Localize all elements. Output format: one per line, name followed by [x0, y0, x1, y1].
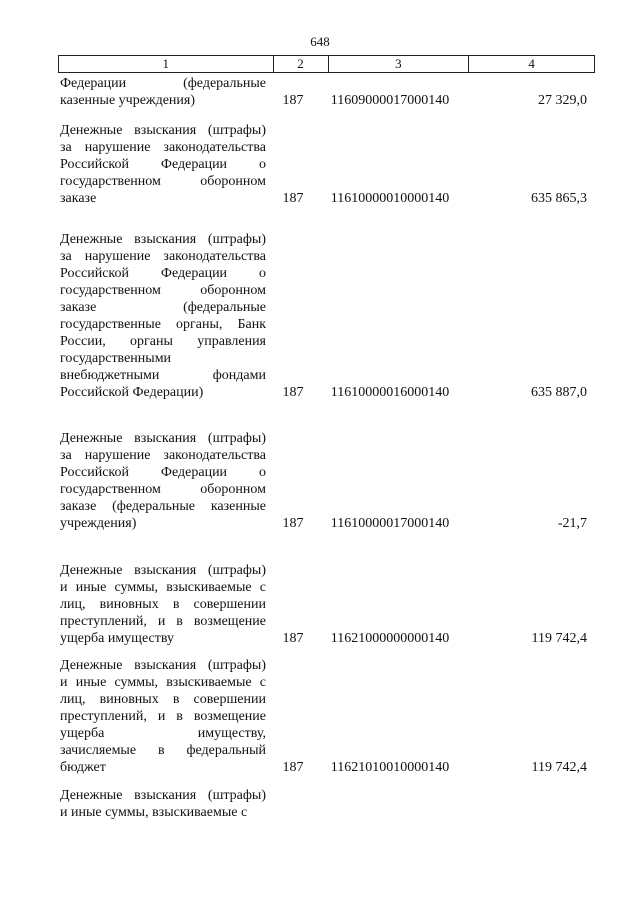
description-line: Денежные взыскания (штрафы)	[60, 431, 266, 446]
description-line: заказе	[60, 191, 97, 206]
description-line: казенные учреждения)	[60, 93, 196, 108]
row-amount: 119 742,4	[531, 631, 587, 646]
description-line: лиц, виновных в совершении	[60, 692, 266, 707]
row-budget-code: 11610000016000140	[330, 385, 450, 400]
table-row	[58, 75, 593, 109]
row-admin-code: 187	[282, 93, 304, 108]
page-number: 648	[310, 34, 330, 49]
description-line: Российской Федерации о	[60, 157, 266, 172]
row-amount: 635 887,0	[531, 385, 587, 400]
row-description	[58, 75, 266, 109]
row-admin-code: 187	[282, 385, 304, 400]
table-row	[58, 787, 593, 821]
row-description	[58, 562, 266, 647]
description-line: за нарушение законодательства	[60, 140, 266, 155]
table-row	[58, 657, 593, 776]
row-amount: -21,7	[557, 516, 587, 531]
description-line: зачисляемые в федеральный	[60, 743, 266, 758]
description-line: государственном оборонном	[60, 283, 266, 298]
description-line: учреждения)	[60, 516, 137, 531]
row-budget-code: 11609000017000140	[330, 93, 450, 108]
row-budget-code: 11610000017000140	[330, 516, 450, 531]
description-line: ущерба имуществу	[60, 631, 174, 646]
description-line: государственном оборонном	[60, 482, 266, 497]
table-row	[58, 430, 593, 532]
description-line: преступлений, и в возмещение	[60, 709, 266, 724]
description-line: государственными	[60, 351, 172, 366]
description-line: бюджет	[60, 760, 106, 775]
description-line: внебюджетными фондами	[60, 368, 266, 383]
row-budget-code: 11610000010000140	[330, 191, 450, 206]
description-line: России, органы управления	[60, 334, 266, 349]
description-line: ущерба имуществу,	[60, 726, 266, 741]
row-description	[58, 657, 266, 776]
description-line: заказе (федеральные	[60, 300, 266, 315]
table-row	[58, 562, 593, 647]
description-line: государственные органы, Банк	[60, 317, 266, 332]
table-row	[58, 231, 593, 401]
row-amount: 635 865,3	[531, 191, 587, 206]
row-admin-code: 187	[282, 191, 304, 206]
row-admin-code: 187	[282, 760, 304, 775]
table-header	[58, 55, 595, 73]
description-line: и иные суммы, взыскиваемые с	[60, 580, 266, 595]
row-amount: 27 329,0	[538, 93, 587, 108]
description-line: Денежные взыскания (штрафы)	[60, 788, 266, 803]
description-line: Денежные взыскания (штрафы)	[60, 563, 266, 578]
row-budget-code: 11621010010000140	[330, 760, 450, 775]
description-line: преступлений, и в возмещение	[60, 614, 266, 629]
description-line: и иные суммы, взыскиваемые с	[60, 675, 266, 690]
row-amount: 119 742,4	[531, 760, 587, 775]
description-line: Денежные взыскания (штрафы)	[60, 658, 266, 673]
description-line: за нарушение законодательства	[60, 448, 266, 463]
column-header-1: 1	[59, 56, 274, 72]
description-line: Денежные взыскания (штрафы)	[60, 123, 266, 138]
row-description	[58, 430, 266, 532]
row-description	[58, 231, 266, 401]
row-admin-code: 187	[282, 516, 304, 531]
row-description	[58, 787, 266, 821]
row-budget-code: 11621000000000140	[330, 631, 450, 646]
description-line: лиц, виновных в совершении	[60, 597, 266, 612]
column-header-4: 4	[528, 56, 535, 71]
description-line: за нарушение законодательства	[60, 249, 266, 264]
row-admin-code: 187	[282, 631, 304, 646]
description-line: Российской Федерации о	[60, 465, 266, 480]
description-line: заказе (федеральные казенные	[60, 499, 266, 514]
table-row	[58, 122, 593, 207]
description-line: Денежные взыскания (штрафы)	[60, 232, 266, 247]
description-line: государственном оборонном	[60, 174, 266, 189]
column-header-2: 2	[274, 56, 329, 72]
description-line: Российской Федерации)	[60, 385, 204, 400]
row-description	[58, 122, 266, 207]
description-line: Российской Федерации о	[60, 266, 266, 281]
description-line: и иные суммы, взыскиваемые с	[60, 805, 248, 820]
column-header-3: 3	[329, 56, 470, 72]
description-line: Федерации (федеральные	[60, 76, 266, 91]
